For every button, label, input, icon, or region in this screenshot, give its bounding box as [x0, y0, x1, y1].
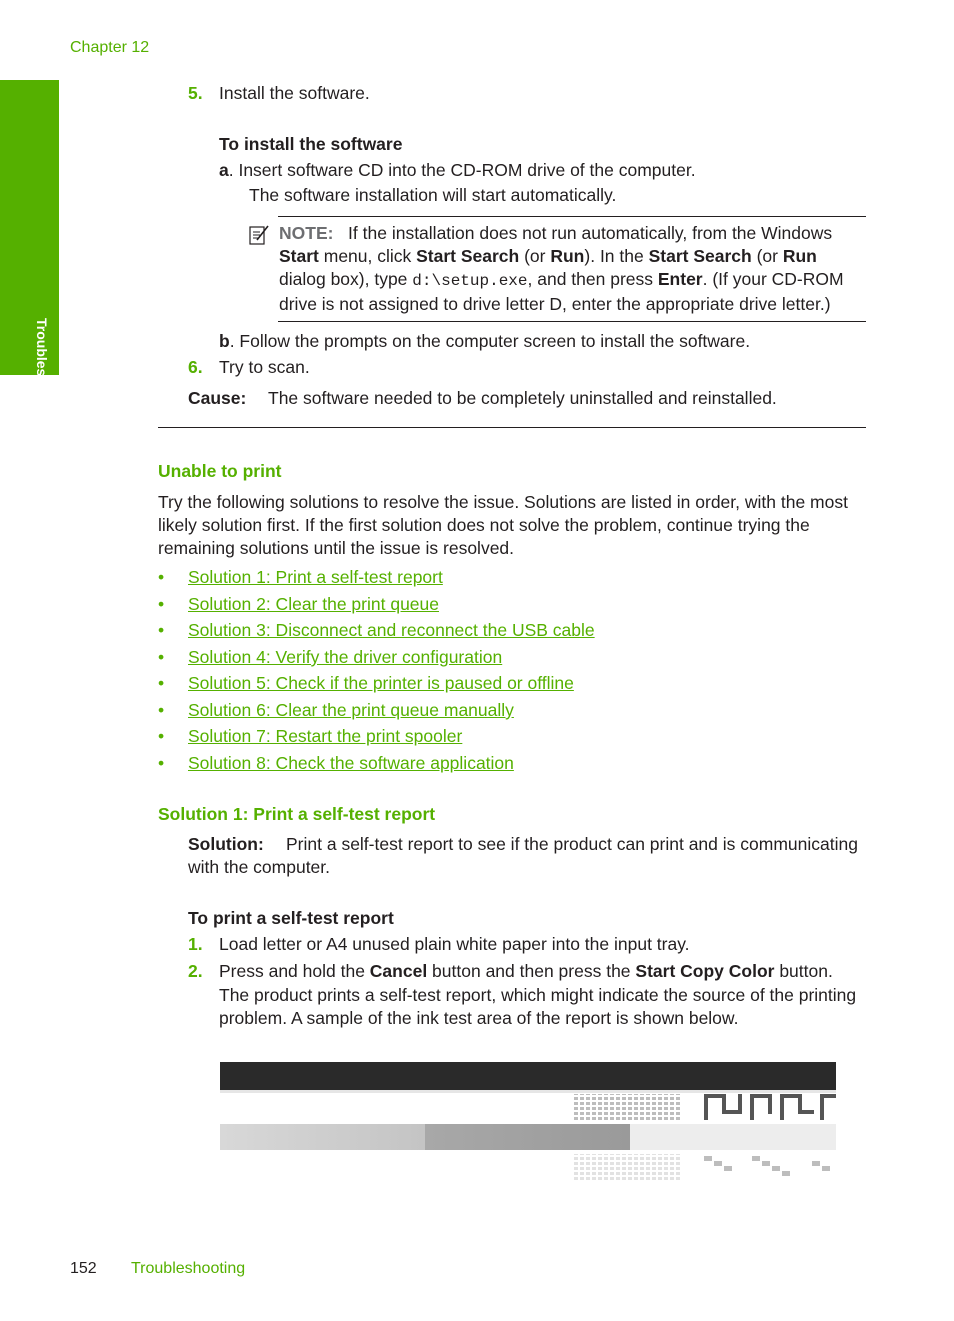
solution-text-2: with the computer. [188, 857, 331, 877]
intro-line-2: likely solution first. If the first solution does not solve the problem, continue trying the [158, 515, 810, 535]
bullet-dot: • [158, 620, 165, 640]
substep-a-letter: a [219, 160, 229, 180]
sol-step-2-text [219, 960, 879, 1030]
note-run: Run [550, 246, 585, 266]
step-5-text: Install the software. [219, 83, 370, 103]
note-t8: . (If your CD-ROM [702, 269, 844, 289]
note-run-2: Run [782, 246, 817, 266]
note-code: d:\setup.exe [412, 272, 528, 290]
solution-label: Solution: [188, 834, 264, 854]
side-tab [0, 80, 59, 428]
link-solution-3[interactable]: Solution 3: Disconnect and reconnect the USB cable [188, 620, 595, 640]
s2-cancel: Cancel [369, 961, 428, 981]
link-solution-1[interactable]: Solution 1: Print a self-test report [188, 567, 443, 587]
bullet-dot: • [158, 673, 165, 693]
substep-b-text: . Follow the prompts on the computer screen to install the software. [229, 331, 751, 351]
cause-text: The software needed to be completely uninstalled and reinstalled. [268, 388, 777, 408]
s2-line2: The product prints a self-test report, which might indicate the source of the printing [219, 985, 857, 1005]
intro-line-1: Try the following solutions to resolve the issue. Solutions are listed in order, with the most [158, 492, 848, 512]
note-label: NOTE: [279, 223, 334, 243]
bullet-dot: • [158, 726, 165, 746]
s2-t1: Press and hold the [219, 961, 370, 981]
chapter-header: Chapter 12 [70, 39, 150, 56]
sol-step-1-text: Load letter or A4 unused plain white paper into the input tray. [219, 934, 690, 954]
note-t4: ). In the [584, 246, 649, 266]
note-line4: drive is not assigned to drive letter D, enter the appropriate drive letter.) [279, 294, 831, 314]
note-start: Start [279, 246, 319, 266]
solution-text-1: Print a self-test report to see if the product can print and is communicating [286, 834, 858, 854]
substep-a-text: . Insert software CD into the CD-ROM drive of the computer. [228, 160, 696, 180]
bullet-dot: • [158, 567, 165, 587]
note-t3: (or [519, 246, 551, 266]
note-icon [248, 224, 270, 246]
note-t5: (or [751, 246, 783, 266]
note-text [279, 222, 871, 316]
cause-label: Cause: [188, 388, 247, 408]
note-line1: If the installation does not run automatically, from the Windows [348, 223, 833, 243]
link-solution-4[interactable]: Solution 4: Verify the driver configuration [188, 647, 503, 667]
substep-a-line2: The software installation will start automatically. [249, 185, 617, 205]
bullet-dot: • [158, 753, 165, 773]
s2-t3: button. [774, 961, 833, 981]
note-t6: dialog box), type [279, 269, 413, 289]
install-subheading: To install the software [219, 134, 403, 154]
link-solution-5[interactable]: Solution 5: Check if the printer is paused or offline [188, 673, 574, 693]
s2-line3: problem. A sample of the ink test area of the report is shown below. [219, 1008, 739, 1028]
note-t2: menu, click [318, 246, 417, 266]
s2-start-copy-color: Start Copy Color [635, 961, 775, 981]
footer-section: Troubleshooting [131, 1260, 246, 1277]
step-5-number: 5. [188, 83, 203, 103]
page-number: 152 [70, 1260, 97, 1277]
self-test-subheading: To print a self-test report [188, 908, 394, 928]
unable-to-print-heading: Unable to print [158, 461, 282, 481]
link-solution-7[interactable]: Solution 7: Restart the print spooler [188, 726, 463, 746]
ink-test-sample-image [220, 1062, 836, 1182]
note-start-search-2: Start Search [648, 246, 752, 266]
intro-line-3: remaining solutions until the issue is resolved. [158, 538, 515, 558]
substep-b-letter: b [219, 331, 230, 351]
side-tab-label: Troubleshooting [34, 318, 50, 428]
note-enter: Enter [657, 269, 703, 289]
bullet-dot: • [158, 647, 165, 667]
solution-1-heading: Solution 1: Print a self-test report [158, 804, 436, 824]
substep-a [219, 159, 696, 182]
substep-b [219, 330, 750, 353]
bullet-dot: • [158, 700, 165, 720]
section-divider [158, 427, 866, 428]
link-solution-6[interactable]: Solution 6: Clear the print queue manually [188, 700, 514, 720]
step-6-text: Try to scan. [219, 357, 310, 377]
step-6-number: 6. [188, 357, 203, 377]
sol-step-2-number: 2. [188, 961, 203, 981]
note-start-search: Start Search [416, 246, 520, 266]
unable-intro [158, 491, 878, 560]
s2-t2: button and then press the [427, 961, 636, 981]
note-t7: , and then press [527, 269, 658, 289]
link-solution-8[interactable]: Solution 8: Check the software application [188, 753, 514, 773]
link-solution-2[interactable]: Solution 2: Clear the print queue [188, 594, 439, 614]
bullet-dot: • [158, 594, 165, 614]
sol-step-1-number: 1. [188, 934, 203, 954]
